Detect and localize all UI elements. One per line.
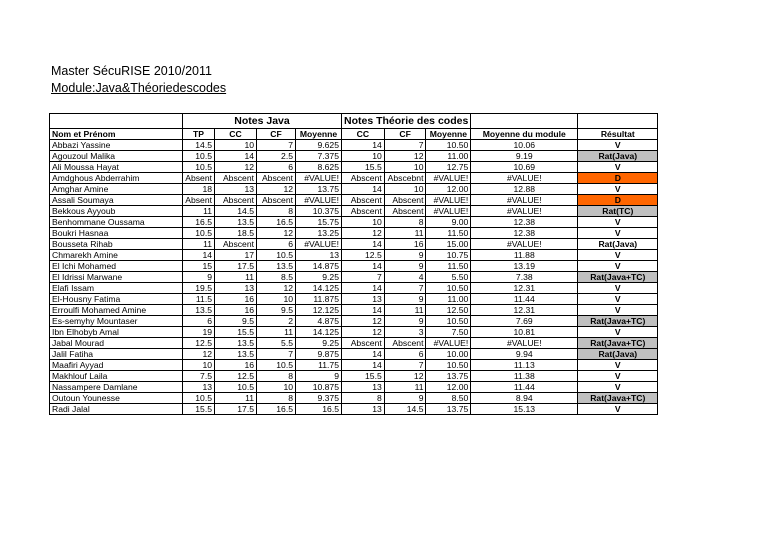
- cell-cf-java: Abscent: [257, 173, 296, 184]
- cell-moyenne-tc: 12.75: [426, 162, 471, 173]
- table-row: [50, 239, 658, 250]
- cell-name: Elafi Issam: [50, 283, 183, 294]
- cell-moyenne-tc: 11.00: [426, 294, 471, 305]
- cell-cf-java: 12: [257, 283, 296, 294]
- cell-resultat: Rat(Java): [578, 151, 658, 162]
- cell-cc-tc: 8: [342, 393, 385, 404]
- cell-moyenne-module: 7.38: [471, 272, 578, 283]
- table-row: [50, 184, 658, 195]
- cell-resultat: V: [578, 140, 658, 151]
- cell-name: El Idrissi Marwane: [50, 272, 183, 283]
- cell-moyenne-tc: #VALUE!: [426, 173, 471, 184]
- cell-moyenne-tc: 10.50: [426, 360, 471, 371]
- empty-header-cell: [578, 114, 658, 129]
- cell-moyenne-module: 11.13: [471, 360, 578, 371]
- cell-name: Ibn Elhobyb Amal: [50, 327, 183, 338]
- cell-moyenne-java: #VALUE!: [296, 173, 342, 184]
- cell-name: Nassampere Damlane: [50, 382, 183, 393]
- cell-cf-java: 2: [257, 316, 296, 327]
- cell-cc-tc: Abscent: [342, 206, 385, 217]
- cell-moyenne-java: 15.75: [296, 217, 342, 228]
- cell-moyenne-module: #VALUE!: [471, 173, 578, 184]
- cell-tp: 11: [183, 206, 215, 217]
- cell-name: Outoun Younesse: [50, 393, 183, 404]
- cell-cc-java: 16: [215, 294, 257, 305]
- cell-cc-java: 14.5: [215, 206, 257, 217]
- cell-tp: 12: [183, 349, 215, 360]
- cell-moyenne-tc: 15.00: [426, 239, 471, 250]
- cell-cc-tc: 14: [342, 360, 385, 371]
- cell-cc-tc: Abscent: [342, 195, 385, 206]
- cell-moyenne-tc: 11.50: [426, 261, 471, 272]
- cell-resultat: Rat(Java): [578, 239, 658, 250]
- cell-moyenne-module: 10.69: [471, 162, 578, 173]
- column-header-moyenne-module: Moyenne du module: [471, 129, 578, 140]
- cell-moyenne-module: 13.19: [471, 261, 578, 272]
- cell-tp: 16.5: [183, 217, 215, 228]
- cell-cc-java: 13: [215, 184, 257, 195]
- cell-cc-java: 15.5: [215, 327, 257, 338]
- cell-moyenne-tc: #VALUE!: [426, 338, 471, 349]
- cell-tp: 10: [183, 360, 215, 371]
- cell-moyenne-tc: 13.75: [426, 371, 471, 382]
- cell-name: Erroulfi Mohamed Amine: [50, 305, 183, 316]
- table-row: [50, 393, 658, 404]
- cell-moyenne-java: #VALUE!: [296, 195, 342, 206]
- cell-cc-java: 17.5: [215, 404, 257, 415]
- cell-resultat: V: [578, 250, 658, 261]
- table-row: [50, 261, 658, 272]
- cell-name: Jalil Fatiha: [50, 349, 183, 360]
- cell-cf-java: 12: [257, 184, 296, 195]
- cell-cc-java: 18.5: [215, 228, 257, 239]
- cell-cc-tc: 13: [342, 404, 385, 415]
- column-header-name: Nom et Prénom: [50, 129, 183, 140]
- cell-cc-tc: Abscent: [342, 173, 385, 184]
- cell-resultat: V: [578, 294, 658, 305]
- cell-moyenne-java: 14.125: [296, 283, 342, 294]
- table-row: [50, 338, 658, 349]
- group-header-java: Notes Java: [183, 114, 342, 129]
- cell-cf-java: Abscent: [257, 195, 296, 206]
- cell-cf-tc: 16: [384, 239, 426, 250]
- cell-tp: 19.5: [183, 283, 215, 294]
- cell-moyenne-java: 9.25: [296, 272, 342, 283]
- cell-tp: 10.5: [183, 228, 215, 239]
- cell-name: Jabal Mourad: [50, 338, 183, 349]
- cell-tp: 10.5: [183, 151, 215, 162]
- cell-name: Amghar Amine: [50, 184, 183, 195]
- cell-resultat: V: [578, 184, 658, 195]
- cell-cc-java: 13: [215, 283, 257, 294]
- cell-moyenne-java: 12.125: [296, 305, 342, 316]
- cell-name: Ali Moussa Hayat: [50, 162, 183, 173]
- table-row: [50, 151, 658, 162]
- cell-moyenne-java: 11.875: [296, 294, 342, 305]
- cell-name: Boukri Hasnaa: [50, 228, 183, 239]
- cell-moyenne-module: 10.06: [471, 140, 578, 151]
- cell-cf-java: 6: [257, 239, 296, 250]
- cell-cc-tc: 15.5: [342, 162, 385, 173]
- cell-cc-java: 16: [215, 305, 257, 316]
- column-header-resultat: Résultat: [578, 129, 658, 140]
- cell-cc-java: 9.5: [215, 316, 257, 327]
- cell-cc-java: 13.5: [215, 217, 257, 228]
- empty-header-cell: [471, 114, 578, 129]
- cell-cc-java: 11: [215, 393, 257, 404]
- cell-moyenne-java: 9.375: [296, 393, 342, 404]
- table-row: [50, 195, 658, 206]
- empty-header-cell: [50, 114, 183, 129]
- cell-moyenne-java: 11.75: [296, 360, 342, 371]
- cell-moyenne-module: 11.88: [471, 250, 578, 261]
- cell-tp: 11: [183, 239, 215, 250]
- cell-moyenne-module: 11.44: [471, 382, 578, 393]
- cell-cf-tc: 4: [384, 272, 426, 283]
- cell-name: Radi Jalal: [50, 404, 183, 415]
- cell-moyenne-module: 12.31: [471, 305, 578, 316]
- group-header-theorie: Notes Théorie des codes: [342, 114, 471, 129]
- cell-moyenne-java: 8.625: [296, 162, 342, 173]
- cell-cf-tc: 12: [384, 151, 426, 162]
- cell-moyenne-module: 10.81: [471, 327, 578, 338]
- cell-moyenne-tc: 12.00: [426, 184, 471, 195]
- cell-moyenne-module: #VALUE!: [471, 206, 578, 217]
- column-header-cc-java: CC: [215, 129, 257, 140]
- cell-moyenne-java: 10.875: [296, 382, 342, 393]
- cell-cc-java: Abscent: [215, 173, 257, 184]
- cell-cc-java: Abscent: [215, 239, 257, 250]
- cell-moyenne-tc: 10.50: [426, 283, 471, 294]
- cell-cf-java: 5.5: [257, 338, 296, 349]
- table-row: [50, 140, 658, 151]
- cell-cf-java: 16.5: [257, 217, 296, 228]
- cell-tp: 6: [183, 316, 215, 327]
- cell-cf-tc: 11: [384, 228, 426, 239]
- cell-resultat: V: [578, 228, 658, 239]
- cell-cc-tc: 13: [342, 382, 385, 393]
- cell-moyenne-module: 11.44: [471, 294, 578, 305]
- table-row: [50, 360, 658, 371]
- cell-resultat: D: [578, 195, 658, 206]
- cell-moyenne-java: 9.625: [296, 140, 342, 151]
- cell-moyenne-java: 7.375: [296, 151, 342, 162]
- cell-moyenne-tc: 12.00: [426, 382, 471, 393]
- cell-cc-java: Abscent: [215, 195, 257, 206]
- cell-cc-java: 10.5: [215, 382, 257, 393]
- cell-cf-java: 9.5: [257, 305, 296, 316]
- cell-cc-tc: 14: [342, 283, 385, 294]
- cell-moyenne-tc: 8.50: [426, 393, 471, 404]
- cell-name: Agouzoul Malika: [50, 151, 183, 162]
- cell-moyenne-tc: 11.00: [426, 151, 471, 162]
- cell-cf-tc: 3: [384, 327, 426, 338]
- cell-tp: 14.5: [183, 140, 215, 151]
- cell-moyenne-tc: 13.75: [426, 404, 471, 415]
- module-title: Module:Java&Théoriedescodes: [51, 81, 227, 95]
- table-row: [50, 250, 658, 261]
- table-row: [50, 371, 658, 382]
- cell-moyenne-tc: 7.50: [426, 327, 471, 338]
- cell-cc-tc: 14: [342, 349, 385, 360]
- cell-cf-tc: 6: [384, 349, 426, 360]
- cell-resultat: V: [578, 162, 658, 173]
- cell-tp: 10.5: [183, 393, 215, 404]
- cell-cc-tc: Abscent: [342, 338, 385, 349]
- cell-cf-java: 10: [257, 294, 296, 305]
- cell-name: El-Housny Fatima: [50, 294, 183, 305]
- cell-moyenne-java: 13.75: [296, 184, 342, 195]
- column-header-row: [50, 129, 658, 140]
- table-row: [50, 294, 658, 305]
- cell-cc-tc: 14: [342, 184, 385, 195]
- cell-moyenne-tc: 10.00: [426, 349, 471, 360]
- cell-cf-tc: 8: [384, 217, 426, 228]
- cell-moyenne-module: 12.38: [471, 228, 578, 239]
- cell-cc-tc: 15.5: [342, 371, 385, 382]
- table-row: [50, 217, 658, 228]
- cell-moyenne-java: 14.875: [296, 261, 342, 272]
- cell-moyenne-module: 12.88: [471, 184, 578, 195]
- cell-cf-tc: 9: [384, 393, 426, 404]
- cell-tp: 13.5: [183, 305, 215, 316]
- cell-tp: 13: [183, 382, 215, 393]
- cell-moyenne-module: #VALUE!: [471, 338, 578, 349]
- cell-cc-tc: 12: [342, 327, 385, 338]
- cell-moyenne-java: 13.25: [296, 228, 342, 239]
- cell-cc-tc: 14: [342, 239, 385, 250]
- cell-cf-tc: Abscebnt: [384, 173, 426, 184]
- cell-cc-tc: 12.5: [342, 250, 385, 261]
- table-row: [50, 272, 658, 283]
- cell-cc-tc: 12: [342, 316, 385, 327]
- cell-moyenne-module: #VALUE!: [471, 195, 578, 206]
- cell-cc-tc: 14: [342, 305, 385, 316]
- cell-cc-tc: 7: [342, 272, 385, 283]
- cell-cf-tc: 11: [384, 305, 426, 316]
- cell-tp: 19: [183, 327, 215, 338]
- cell-tp: Absent: [183, 195, 215, 206]
- cell-cc-tc: 14: [342, 261, 385, 272]
- cell-cf-java: 13.5: [257, 261, 296, 272]
- cell-cf-java: 16.5: [257, 404, 296, 415]
- cell-cf-java: 7: [257, 349, 296, 360]
- cell-cf-tc: 12: [384, 371, 426, 382]
- cell-name: Es-semyhy Mountaser: [50, 316, 183, 327]
- table-row: [50, 305, 658, 316]
- cell-cf-java: 6: [257, 162, 296, 173]
- document-title: Master SécuRISE 2010/2011: [51, 64, 212, 78]
- cell-cc-java: 16: [215, 360, 257, 371]
- table-row: [50, 228, 658, 239]
- cell-moyenne-java: 4.875: [296, 316, 342, 327]
- column-header-cc-tc: CC: [342, 129, 385, 140]
- cell-name: Amdghous Abderrahim: [50, 173, 183, 184]
- cell-moyenne-tc: #VALUE!: [426, 206, 471, 217]
- cell-moyenne-module: 15.13: [471, 404, 578, 415]
- cell-resultat: V: [578, 360, 658, 371]
- cell-moyenne-module: 12.31: [471, 283, 578, 294]
- cell-tp: 15: [183, 261, 215, 272]
- cell-cf-tc: 7: [384, 360, 426, 371]
- cell-cf-tc: 7: [384, 140, 426, 151]
- column-header-moyenne-tc: Moyenne: [426, 129, 471, 140]
- column-header-cf-tc: CF: [384, 129, 426, 140]
- cell-cc-java: 12.5: [215, 371, 257, 382]
- cell-moyenne-java: 9: [296, 371, 342, 382]
- cell-moyenne-tc: 10.50: [426, 140, 471, 151]
- cell-cf-tc: 9: [384, 261, 426, 272]
- cell-cc-java: 12: [215, 162, 257, 173]
- cell-tp: 15.5: [183, 404, 215, 415]
- cell-cf-java: 8: [257, 206, 296, 217]
- cell-resultat: V: [578, 305, 658, 316]
- cell-resultat: V: [578, 371, 658, 382]
- cell-cc-tc: 12: [342, 228, 385, 239]
- cell-moyenne-tc: 5.50: [426, 272, 471, 283]
- table-row: [50, 173, 658, 184]
- table-row: [50, 327, 658, 338]
- cell-cf-tc: 9: [384, 294, 426, 305]
- column-header-cf-java: CF: [257, 129, 296, 140]
- cell-moyenne-module: 7.69: [471, 316, 578, 327]
- table-row: [50, 162, 658, 173]
- cell-cf-java: 10.5: [257, 360, 296, 371]
- cell-moyenne-module: #VALUE!: [471, 239, 578, 250]
- cell-resultat: Rat(Java+TC): [578, 272, 658, 283]
- cell-resultat: V: [578, 327, 658, 338]
- cell-moyenne-module: 9.19: [471, 151, 578, 162]
- cell-tp: 18: [183, 184, 215, 195]
- cell-resultat: V: [578, 283, 658, 294]
- cell-moyenne-tc: #VALUE!: [426, 195, 471, 206]
- cell-cf-java: 8: [257, 371, 296, 382]
- cell-moyenne-java: 13: [296, 250, 342, 261]
- cell-cf-tc: 14.5: [384, 404, 426, 415]
- cell-cc-tc: 13: [342, 294, 385, 305]
- cell-tp: Absent: [183, 173, 215, 184]
- cell-resultat: Rat(TC): [578, 206, 658, 217]
- cell-cf-java: 11: [257, 327, 296, 338]
- table-row: [50, 349, 658, 360]
- cell-cf-tc: 11: [384, 382, 426, 393]
- cell-name: El Ichi Mohamed: [50, 261, 183, 272]
- cell-resultat: Rat(Java+TC): [578, 338, 658, 349]
- cell-cc-java: 10: [215, 140, 257, 151]
- column-header-moyenne-java: Moyenne: [296, 129, 342, 140]
- cell-tp: 12.5: [183, 338, 215, 349]
- cell-resultat: Rat(Java+TC): [578, 393, 658, 404]
- cell-tp: 14: [183, 250, 215, 261]
- cell-resultat: V: [578, 217, 658, 228]
- cell-moyenne-module: 9.94: [471, 349, 578, 360]
- cell-resultat: Rat(Java): [578, 349, 658, 360]
- cell-cf-java: 12: [257, 228, 296, 239]
- cell-moyenne-java: 16.5: [296, 404, 342, 415]
- cell-moyenne-java: 14.125: [296, 327, 342, 338]
- cell-moyenne-java: 9.875: [296, 349, 342, 360]
- cell-cf-tc: 10: [384, 184, 426, 195]
- cell-moyenne-tc: 12.50: [426, 305, 471, 316]
- cell-cf-tc: Abscent: [384, 195, 426, 206]
- cell-name: Bousseta Rihab: [50, 239, 183, 250]
- cell-cf-tc: Abscent: [384, 206, 426, 217]
- cell-cf-tc: 9: [384, 316, 426, 327]
- cell-name: Benhommane Oussama: [50, 217, 183, 228]
- cell-moyenne-java: #VALUE!: [296, 239, 342, 250]
- cell-name: Abbazi Yassine: [50, 140, 183, 151]
- cell-cc-java: 13.5: [215, 349, 257, 360]
- cell-cc-java: 17: [215, 250, 257, 261]
- cell-cf-tc: Abscent: [384, 338, 426, 349]
- cell-cc-java: 17.5: [215, 261, 257, 272]
- cell-cc-tc: 14: [342, 140, 385, 151]
- cell-cf-java: 8: [257, 393, 296, 404]
- cell-moyenne-tc: 10.50: [426, 316, 471, 327]
- cell-resultat: Rat(Java+TC): [578, 316, 658, 327]
- cell-name: Makhlouf Laila: [50, 371, 183, 382]
- cell-moyenne-tc: 11.50: [426, 228, 471, 239]
- cell-moyenne-java: 10.375: [296, 206, 342, 217]
- table-row: [50, 404, 658, 415]
- group-header-row: [50, 114, 658, 129]
- cell-tp: 11.5: [183, 294, 215, 305]
- cell-moyenne-java: 9.25: [296, 338, 342, 349]
- cell-cc-tc: 10: [342, 151, 385, 162]
- cell-cf-java: 2.5: [257, 151, 296, 162]
- cell-cf-java: 10.5: [257, 250, 296, 261]
- table-row: [50, 283, 658, 294]
- cell-moyenne-module: 8.94: [471, 393, 578, 404]
- cell-moyenne-module: 12.38: [471, 217, 578, 228]
- cell-cf-tc: 7: [384, 283, 426, 294]
- cell-name: Assali Soumaya: [50, 195, 183, 206]
- cell-moyenne-module: 11.38: [471, 371, 578, 382]
- cell-cf-java: 7: [257, 140, 296, 151]
- cell-cf-java: 10: [257, 382, 296, 393]
- table-row: [50, 382, 658, 393]
- cell-name: Chmarekh Amine: [50, 250, 183, 261]
- column-header-tp: TP: [183, 129, 215, 140]
- cell-cc-java: 14: [215, 151, 257, 162]
- table-row: [50, 206, 658, 217]
- cell-resultat: V: [578, 382, 658, 393]
- cell-tp: 9: [183, 272, 215, 283]
- table-row: [50, 316, 658, 327]
- grades-table: [49, 113, 658, 415]
- cell-cc-java: 13.5: [215, 338, 257, 349]
- cell-cc-java: 11: [215, 272, 257, 283]
- cell-cf-java: 8.5: [257, 272, 296, 283]
- cell-moyenne-tc: 10.75: [426, 250, 471, 261]
- cell-name: Bekkous Ayyoub: [50, 206, 183, 217]
- cell-tp: 10.5: [183, 162, 215, 173]
- cell-cc-tc: 10: [342, 217, 385, 228]
- cell-resultat: V: [578, 404, 658, 415]
- cell-tp: 7.5: [183, 371, 215, 382]
- cell-resultat: D: [578, 173, 658, 184]
- cell-cf-tc: 10: [384, 162, 426, 173]
- cell-cf-tc: 9: [384, 250, 426, 261]
- cell-moyenne-tc: 9.00: [426, 217, 471, 228]
- cell-name: Maafiri Ayyad: [50, 360, 183, 371]
- cell-resultat: V: [578, 261, 658, 272]
